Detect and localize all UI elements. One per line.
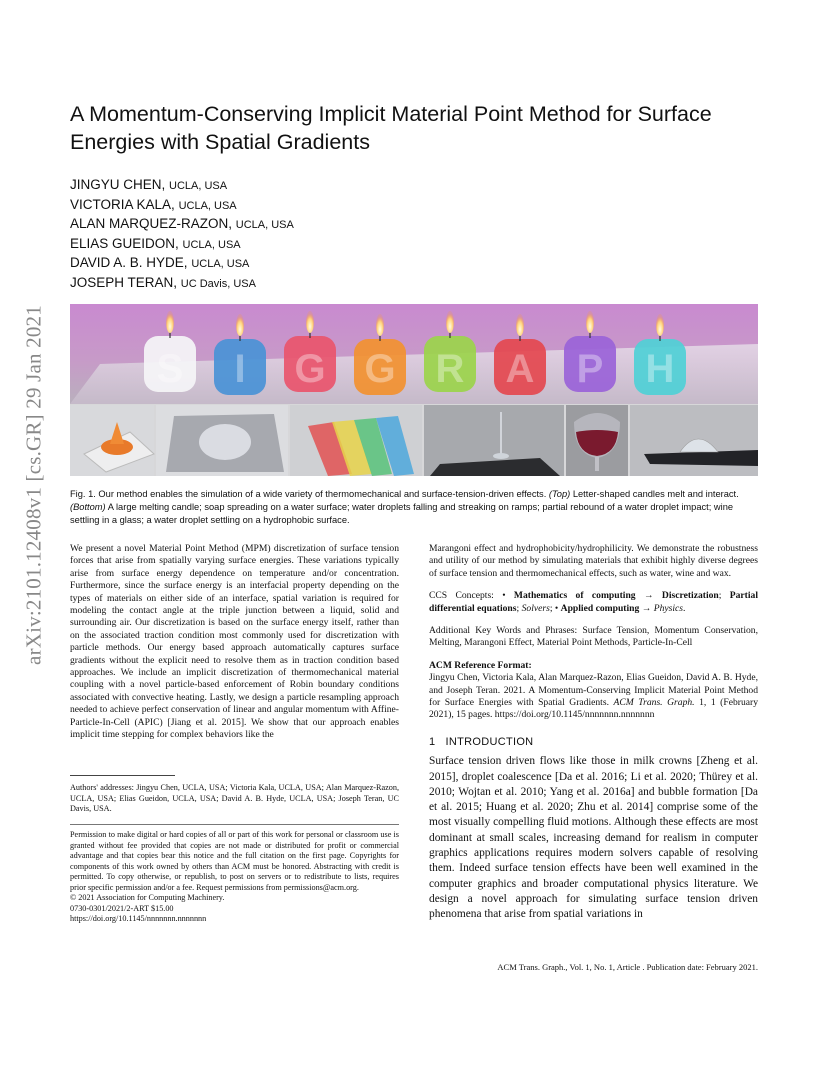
permission-block bbox=[70, 830, 399, 925]
author-list bbox=[70, 176, 294, 293]
permission-text: Permission to make digital or hard copies of all or part of this work for personal or classroom use is granted without fee provided that copies are not made or distributed for profit or commercial advantage and that copies bear this notice and the full citation on the first page. Copyrights for components of this work owned by others than ACM must be honored. Abstracting with credit is permitted. To copy otherwise, or republish, to post on servers or to redistribute to lists, requires prior specific permission and/or a fee. Request permissions from permissions@acm.org. bbox=[70, 830, 399, 892]
acm-reference-heading: ACM Reference Format: bbox=[429, 659, 532, 671]
doi: https://doi.org/10.1145/nnnnnnn.nnnnnnn bbox=[70, 914, 207, 923]
author: ELIAS GUEIDON, UCLA, USA bbox=[70, 235, 241, 251]
flame bbox=[166, 311, 174, 333]
permission-rule bbox=[70, 824, 399, 825]
figure-image bbox=[70, 304, 758, 476]
ccs-concepts: CCS Concepts: • Mathematics of computing → Discretization; Partial differential equations; Solvers; • Applied computing → Physics. bbox=[429, 590, 759, 614]
author: ALAN MARQUEZ-RAZON, UCLA, USA bbox=[70, 216, 294, 231]
svg-text:P: P bbox=[576, 347, 604, 391]
author: JINGYU CHEN, UCLA, USA bbox=[70, 177, 228, 192]
author: JOSEPH TERAN, UC Davis, USA bbox=[70, 274, 256, 290]
flame bbox=[446, 311, 454, 333]
flame bbox=[376, 314, 384, 336]
footnote-rule bbox=[70, 775, 175, 776]
right-column bbox=[429, 543, 758, 923]
flame bbox=[236, 314, 244, 336]
svg-text:G: G bbox=[294, 347, 326, 391]
arxiv-id: arXiv:2101.12408v1 [cs.GR] 29 Jan 2021 bbox=[21, 305, 46, 665]
issn: 0730-0301/2021/2-ART $15.00 bbox=[70, 903, 174, 913]
svg-text:I: I bbox=[234, 347, 246, 391]
svg-text:A: A bbox=[505, 347, 535, 391]
svg-text:R: R bbox=[435, 347, 465, 391]
svg-text:H: H bbox=[645, 347, 675, 391]
introduction-text: Surface tension driven flows like those in milk crowns [Zheng et al. 2015], droplet coalescence [Da et al. 2016; Li et al. 2020; Thürey et al. 2010; Wojtan et al. 2010; Yang et al. 2016a] and bubble formation [Da et al. 2015; Huang et al. 2020; Zhu et al. 2014] comprise some of the most visually compelling fluid motions. Although these effects are most dominant at small scales, increasing demand for realism in computer graphics applications requires modern solvers capable of resolving them. Indeed surface tension effects have been well examined in the computer graphics and broader computational physics literature. We design a novel approach for simulating surface tension driven phenomena that arise from spatial variations in bbox=[429, 755, 758, 921]
author: VICTORIA KALA, UCLA, USA bbox=[70, 196, 237, 212]
flame bbox=[586, 311, 594, 333]
arxiv-stamp bbox=[14, 290, 54, 680]
flame bbox=[656, 314, 664, 336]
abstract-continued: Marangoni effect and hydrophobicity/hydrophilicity. We demonstrate the robustness and utility of our method by simulating materials that exhibit highly diverse degrees of surface tension and thermomechanical effects, such as water, wine and wax. bbox=[429, 543, 758, 579]
left-column bbox=[70, 543, 399, 923]
author: DAVID A. B. HYDE, UCLA, USA bbox=[70, 255, 250, 270]
page-footer: ACM Trans. Graph., Vol. 1, No. 1, Article . Publication date: February 2021. bbox=[497, 962, 758, 972]
flame bbox=[306, 311, 314, 333]
figure-caption: Fig. 1. Our method enables the simulation of a wide variety of thermomechanical and surface-tension-driven effects. (Top) Letter-shaped candles melt and interact. (Bottom) A large melting candle; soap spreading on a water surface; water droplets falling and streaking on ramps; partial rebound of a water droplet impact; wine settling in a glass; a water droplet settling on a hydrophobic surface. bbox=[70, 489, 739, 525]
paper-title: A Momentum-Conserving Implicit Material Point Method for Surface Energies with Spatial Gradients bbox=[70, 102, 712, 154]
copyright: © 2021 Association for Computing Machinery. bbox=[70, 893, 225, 902]
authors-addresses: Authors' addresses: Jingyu Chen, UCLA, USA; Victoria Kala, UCLA, USA; Alan Marquez-Razon, UCLA, USA; Elias Gueidon, UCLA, USA; David A. B. Hyde, UCLA, USA; Joseph Teran, UC Davis, USA. bbox=[70, 783, 399, 813]
section-heading: 1 INTRODUCTION bbox=[429, 735, 534, 748]
svg-text:G: G bbox=[364, 347, 396, 391]
abstract: We present a novel Material Point Method (MPM) discretization of surface tension forces that arise from spatially varying surface energies. These variations typically arise from surface energy dependence on temperature and/or concentration. Furthermore, since the surface energy is an interfacial property depending on the types of materials on either side of an interface, spatial variation is required for modeling the contact angle at the triple junction between a liquid, solid and surrounding air. Our discretization is based on the surface energy itself, rather than on the associated traction condition most commonly used for discretization with particle methods. Our energy based approach automatically captures surface gradients without the explicit need to resolve them as in traction condition based approaches. We include an implicit discretization of thermomechanical material coupling with a novel particle-based enforcement of Robin boundary conditions associated with convective heating. Lastly, we design a particle resampling approach needed to achieve perfect conservation of linear and angular momentum with Affine-Particle-In-Cell (APIC) [Jiang et al. 2015]. We show that our approach enables implicit time stepping for complex behaviors like the bbox=[70, 543, 399, 741]
flame bbox=[516, 314, 524, 336]
acm-reference: Jingyu Chen, Victoria Kala, Alan Marquez-Razon, Elias Gueidon, David A. B. Hyde, and Joseph Teran. 2021. A Momentum-Conserving Implicit Material Point Method for Surface Energies with Spatial Gradients. ACM Trans. Graph. 1, 1 (February 2021), 15 pages. https://doi.org/10.1145/nnnnnnn.nnnnnnn bbox=[429, 672, 758, 721]
keywords: Additional Key Words and Phrases: Surface Tension, Momentum Conservation, Melting, Marangoni Effect, Material Point Methods, Particle-In-Cell bbox=[429, 625, 758, 649]
svg-text:S: S bbox=[156, 347, 184, 391]
figure-1 bbox=[70, 304, 758, 476]
